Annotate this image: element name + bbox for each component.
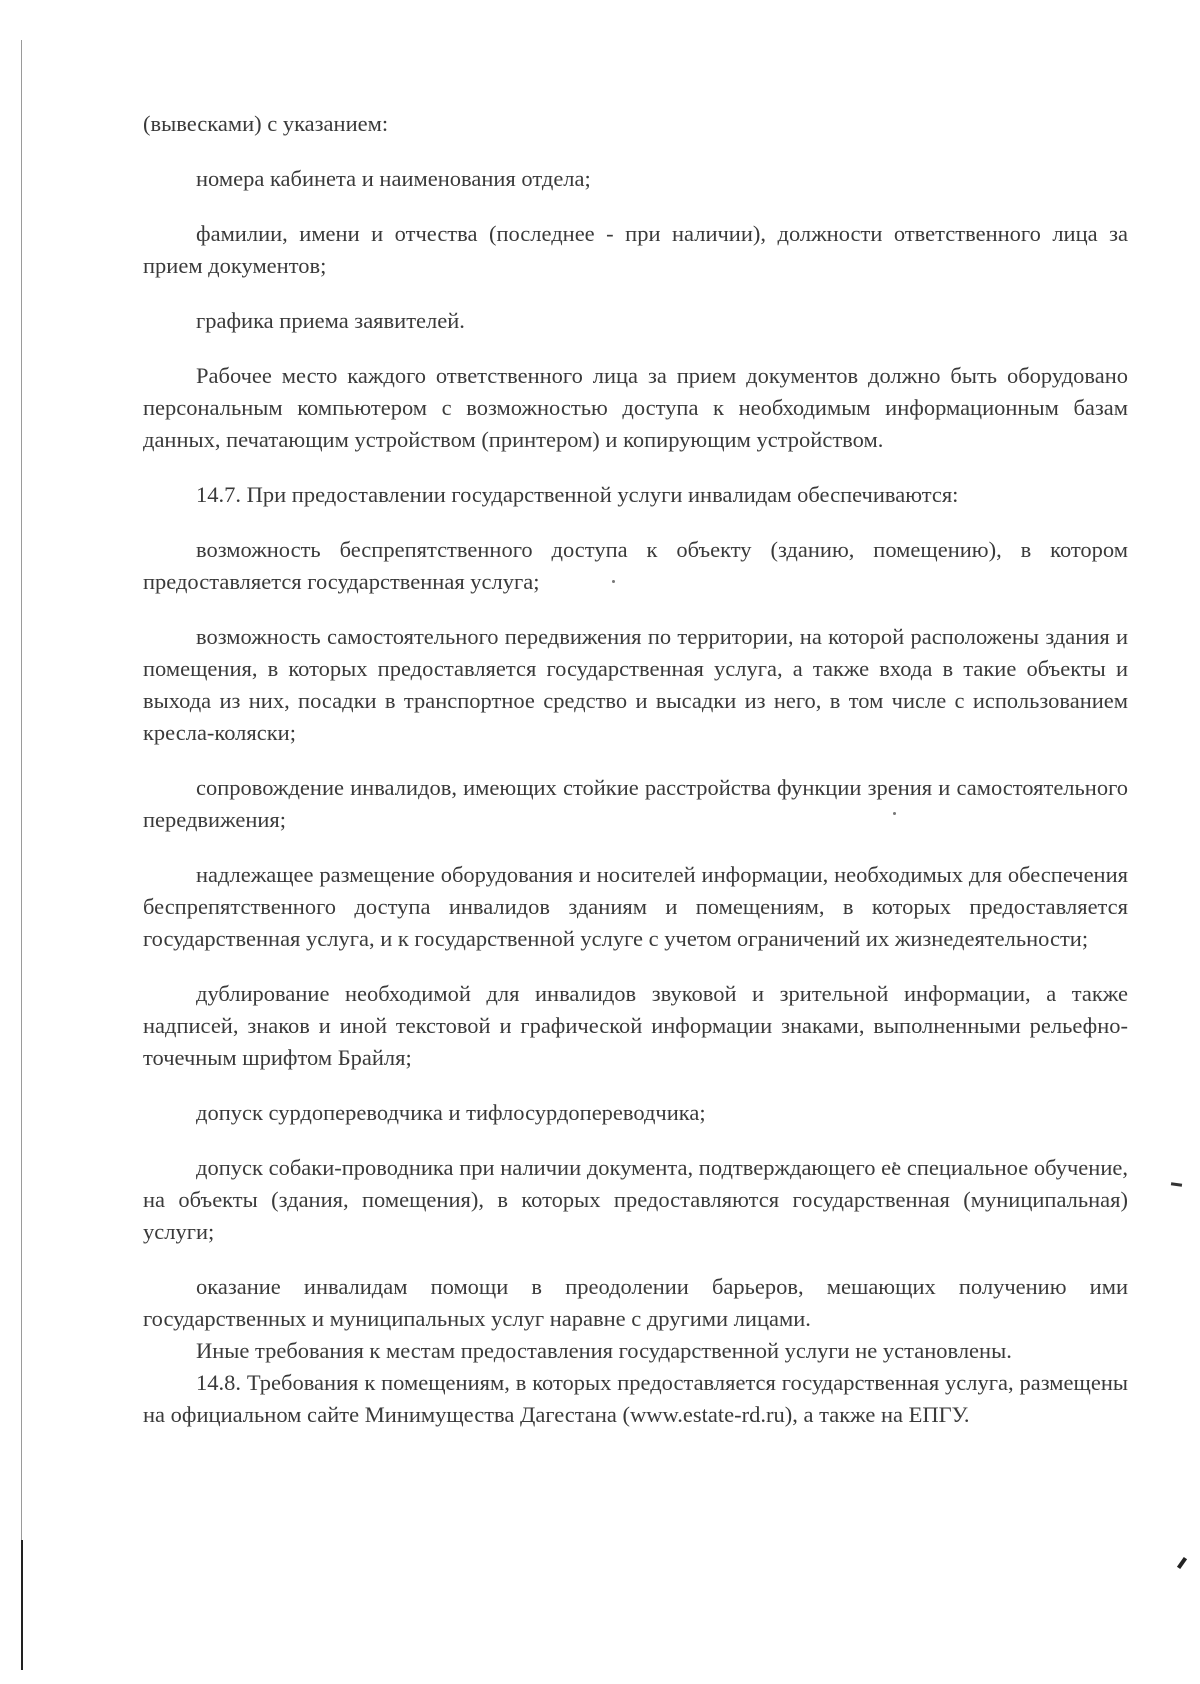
- scan-tick-mark: [1177, 1557, 1187, 1569]
- paragraph: графика приема заявителей.: [196, 308, 465, 333]
- scan-dash-mark: [1171, 1182, 1182, 1187]
- paragraph: Рабочее место каждого ответственного лица за прием документов должно быть оборудовано персональным компьютером с возможностью доступа к необходимым информационным базам данных, печатающим устройством (принтером) и копирующим устройством.: [143, 363, 1128, 452]
- paragraph: фамилии, имени и отчества (последнее - при наличии), должности ответственного лица за прием документов;: [143, 221, 1128, 278]
- scan-edge-line: [21, 40, 22, 1660]
- paragraph: допуск сурдопереводчика и тифлосурдопереводчика;: [196, 1100, 706, 1125]
- paragraph: сопровождение инвалидов, имеющих стойкие расстройства функции зрения и самостоятельного передвижения;: [143, 775, 1128, 832]
- paragraph: допуск собаки-проводника при наличии документа, подтверждающего ее специальное обучение, на объекты (здания, помещения), в которых предоставляются государственная (муниципальная) услуги;: [143, 1155, 1128, 1244]
- paragraph: надлежащее размещение оборудования и носителей информации, необходимых для обеспечения беспрепятственного доступа инвалидов зданиям и помещениям, в которых предоставляется государственная услуга, и к государственной услуге с учетом ограничений их жизнедеятельности;: [143, 862, 1128, 951]
- scan-edge-mark: [21, 1540, 23, 1670]
- paragraph: оказание инвалидам помощи в преодолении барьеров, мешающих получению ими государственных и муниципальных услуг наравне с другими лицами.: [143, 1274, 1128, 1331]
- paragraph: номера кабинета и наименования отдела;: [196, 166, 591, 191]
- paragraph: возможность беспрепятственного доступа к объекту (зданию, помещению), в котором предоставляется государственная услуга;: [143, 537, 1128, 594]
- document-body: [143, 108, 1128, 1431]
- paragraph: Иные требования к местам предоставления государственной услуги не установлены.: [196, 1338, 1012, 1363]
- paragraph: возможность самостоятельного передвижения по территории, на которой расположены здания и помещения, в которых предоставляется государственная услуга, а также входа в такие объекты и выхода из них, посадки в транспортное средство и высадки из него, в том числе с использованием кресла-коляски;: [143, 624, 1128, 745]
- paragraph: 14.7. При предоставлении государственной услуги инвалидам обеспечиваются:: [196, 482, 959, 507]
- paragraph: 14.8. Требования к помещениям, в которых предоставляется государственная услуга, размещены на официальном сайте Минимущества Дагестана (www.estate-rd.ru), а также на ЕПГУ.: [143, 1370, 1128, 1427]
- paragraph: дублирование необходимой для инвалидов звуковой и зрительной информации, а также надписей, знаков и иной текстовой и графической информации знаками, выполненными рельефно-точечным шрифтом Брайля;: [143, 981, 1128, 1070]
- paragraph: (вывесками) с указанием:: [143, 111, 389, 136]
